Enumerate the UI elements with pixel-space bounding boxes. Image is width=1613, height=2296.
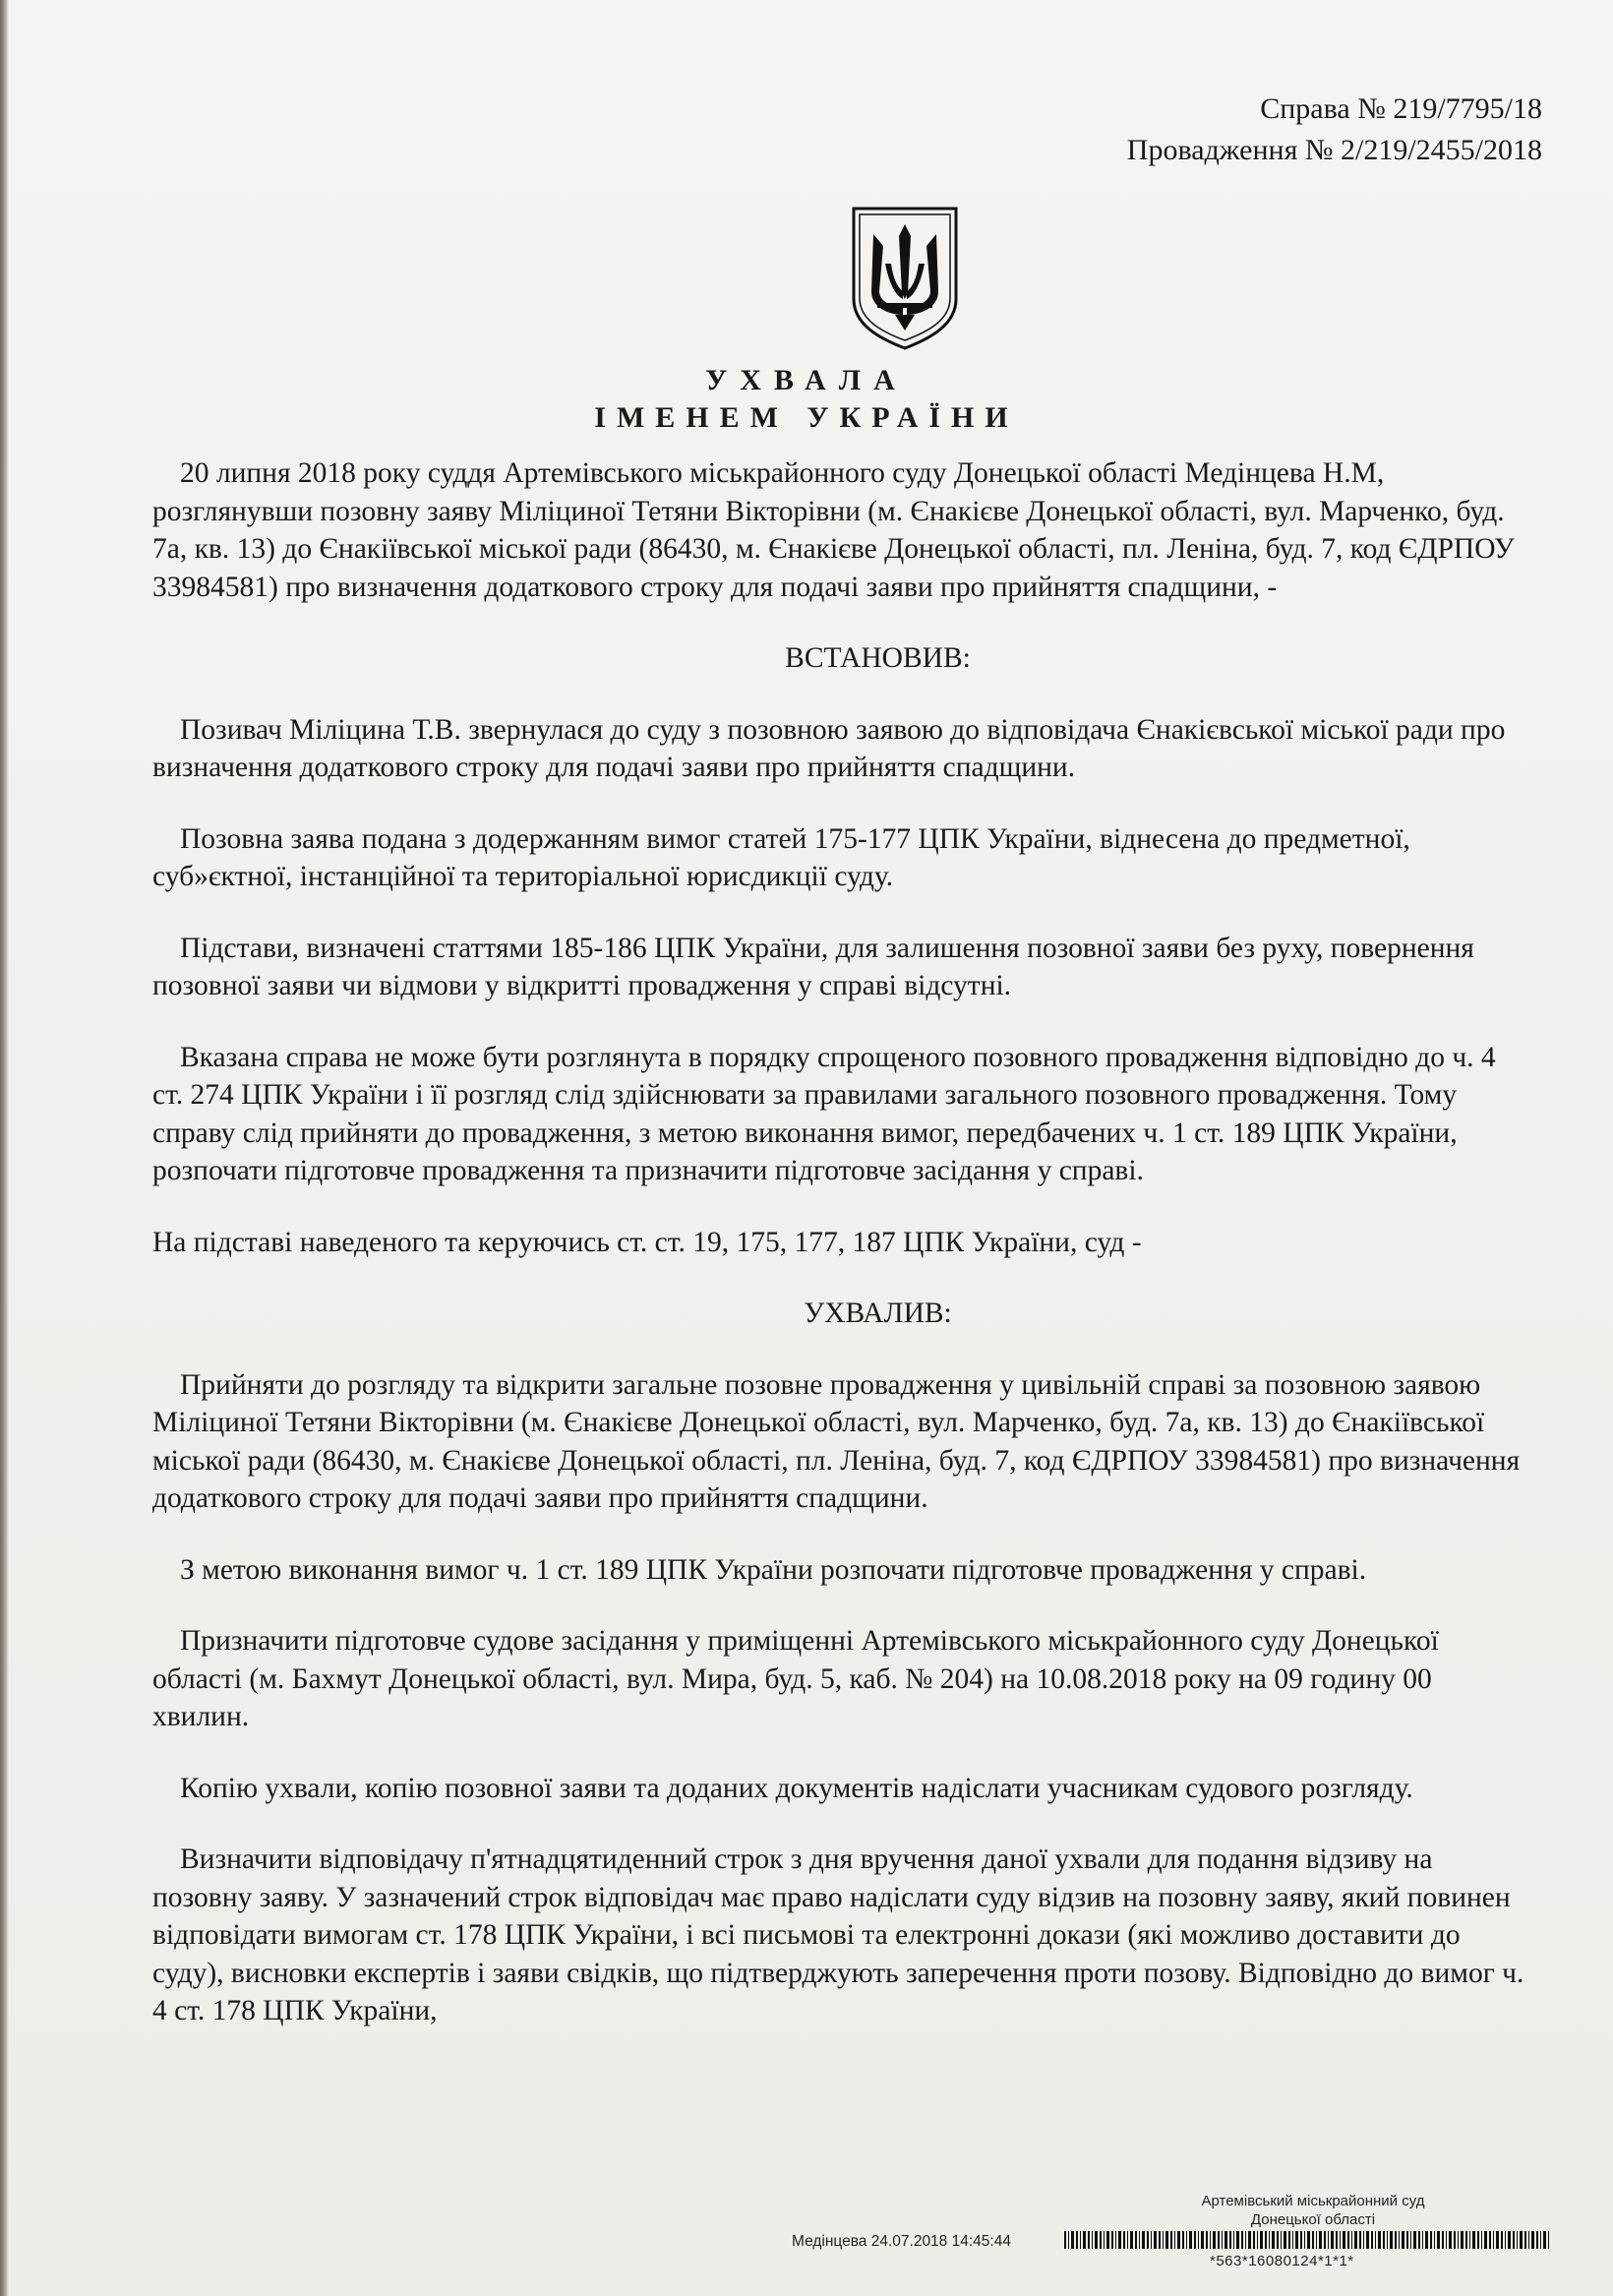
paragraph: Призначити підготовче судове засідання у приміщенні Артемівського міськрайонного суду Донецької області (м. Бахмут Донецької області, вул. Мира, буд. 5, каб. № 204) на 10.08.2018 року на 09 годину 00 хвилин.: [152, 1625, 1439, 1732]
paragraph: З метою виконання вимог ч. 1 ст. 189 ЦПК України розпочати підготовче провадження у справі.: [180, 1553, 1367, 1586]
scan-edge: [0, 0, 9, 2296]
paragraph: Копію ухвали, копію позовної заяви та доданих документів надіслати учасникам судового розгляду.: [180, 1772, 1413, 1804]
heading-established: ВСТАНОВИВ:: [785, 642, 971, 674]
paragraph: Підстави, визначені статтями 185-186 ЦПК України, для залишення позовної заяви без руху, повернення позовної заяви чи відмови у відкритті провадження у справі відсутні.: [152, 932, 1474, 1001]
heading-ruled: УХВАЛИВ:: [804, 1298, 952, 1329]
signature-line: Медінцева 24.07.2018 14:45:44: [792, 2233, 1011, 2250]
paragraph: Визначити відповідачу п'ятнадцятиденний строк з дня вручення даної ухвали для подання відзиву на позовну заяву. У зазначений строк відповідач має право надіслати суду відзив на позовну заяву, який повинен відповідати вимогам ст. 178 ЦПК України, і всі письмові та електронні докази (які можливо доставити до суду), висновки експертів і заяви свідків, що підтверджують заперечення проти позову. Відповідно до вимог ч. 4 ст. 178 ЦПК України,: [152, 1843, 1524, 2026]
paragraph: Позивач Міліцина Т.В. звернулася до суду з позовною заявою до відповідача Єнакієвської міської ради про визначення додаткового строку для подачі заяви про прийняття спадщини.: [152, 713, 1506, 783]
case-number: Справа № 219/7795/18: [1260, 92, 1542, 125]
document-body: [152, 454, 1524, 2064]
electronic-signature-stamp: [792, 2192, 1549, 2280]
paragraph: Вказана справа не може бути розглянута в порядку спрощеного позовного провадження відповідно до ч. 4 ст. 274 ЦПК України і її розгляд слід здійснювати за правилами загального позовного провадження. Тому справу слід прийняти до провадження, з метою виконання вимог, передбачених ч. 1 ст. 189 ЦПК України, розпочати підготовче провадження та призначити підготовче засідання у справі.: [152, 1041, 1496, 1186]
trident-coat-of-arms-icon: [850, 205, 960, 350]
stamp-court-name: Артемівський міськрайонний суд Донецької області: [1201, 2193, 1425, 2228]
barcode-icon: [1064, 2231, 1549, 2249]
paragraph: Позовна заява подана з додержанням вимог статей 175-177 ЦПК України, віднесена до предметної, суб»єктної, інстанційної та територіальної юрисдикції суду.: [152, 822, 1410, 892]
case-header: [1127, 89, 1542, 171]
barcode-number: *563*16080124*1*1*: [1210, 2253, 1354, 2269]
proceeding-number: Провадження № 2/219/2455/2018: [1126, 134, 1542, 166]
intro-paragraph: 20 липня 2018 року суддя Артемівського міськрайонного суду Донецької області Медінцева Н.М, розглянувши позовну заяву Міліциної Тетяни Вікторівни (м. Єнакієве Донецької області, вул. Марченко, буд. 7а, кв. 13) до Єнакіївської міської ради (86430, м. Єнакієве Донецької області, пл. Леніна, буд. 7, код ЄДРПОУ 33984581) про визначення додаткового строку для подачі заяви про прийняття спадщини, -: [152, 457, 1515, 603]
document-subtitle: ІМЕНЕМ УКРАЇНИ: [594, 401, 1019, 434]
paragraph: Прийняти до розгляду та відкрити загальне позовне провадження у цивільній справі за позовною заявою Міліциної Тетяни Вікторівни (м. Єнакієве Донецької області, вул. Марченко, буд. 7а, кв. 13) до Єнакіївської міської ради (86430, м. Єнакієве Донецької області, пл. Леніна, буд. 7, код ЄДРПОУ 33984581) про визначення додаткового строку для подачі заяви про прийняття спадщини.: [152, 1368, 1521, 1514]
document-title: УХВАЛА: [705, 364, 908, 396]
grounds-paragraph: На підставі наведеного та керуючись ст. ст. 19, 175, 177, 187 ЦПК України, суд -: [152, 1226, 1142, 1258]
